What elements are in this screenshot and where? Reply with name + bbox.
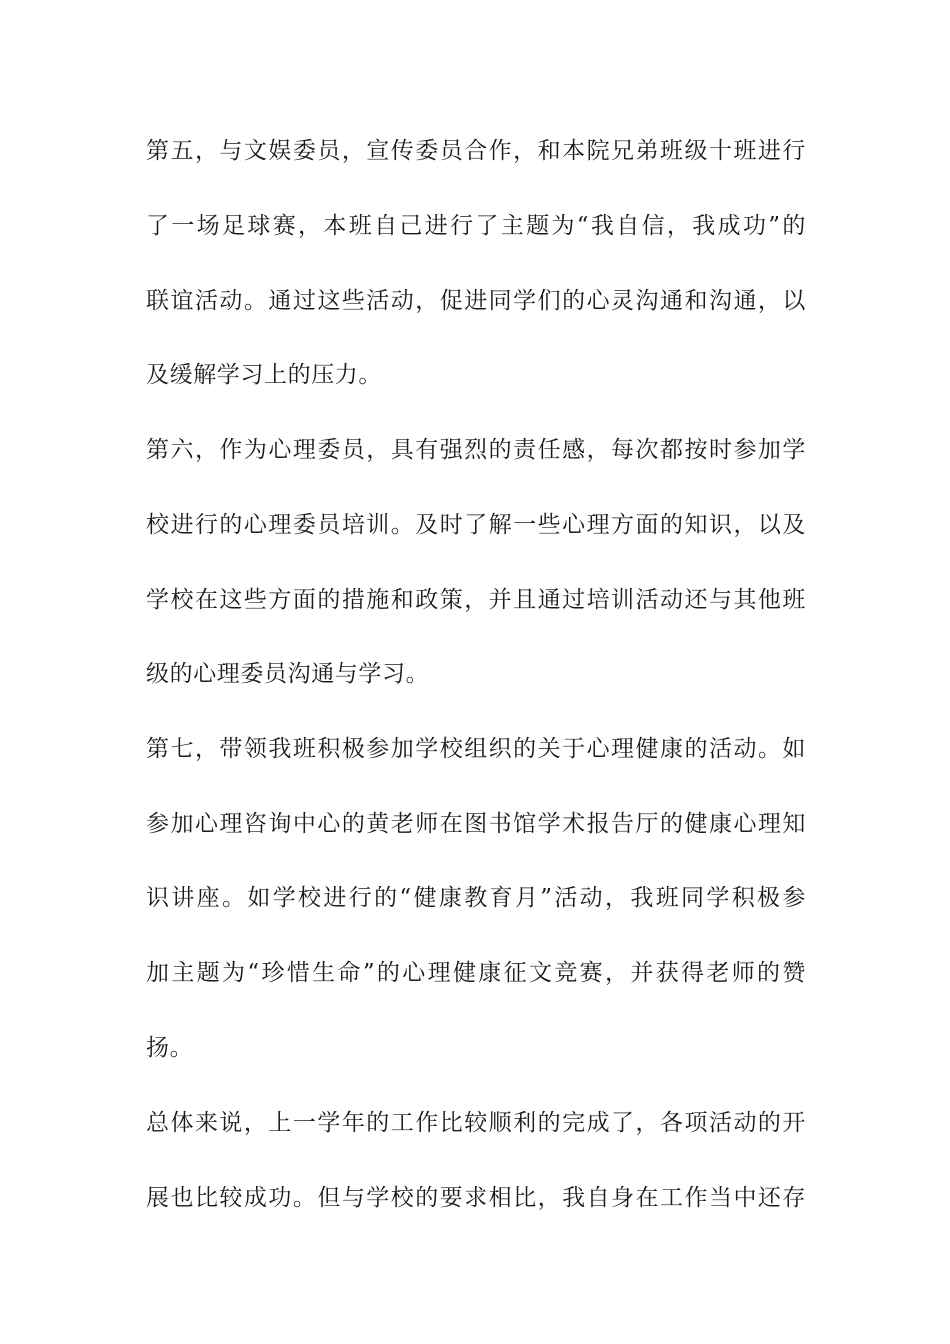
text-line: 参加心理咨询中心的黄老师在图书馆学术报告厅的健康心理知	[146, 811, 806, 837]
text-line: 第七，带领我班积极参加学校组织的关于心理健康的活动。如	[146, 736, 806, 762]
text-line: 校进行的心理委员培训。及时了解一些心理方面的知识，以及	[146, 512, 806, 538]
text-line: 总体来说，上一学年的工作比较顺利的完成了，各项活动的开	[146, 1110, 806, 1136]
text-line: 了一场足球赛，本班自己进行了主题为“我自信，我成功”的	[146, 213, 806, 239]
text-line: 识讲座。如学校进行的“健康教育月”活动，我班同学积极参	[146, 885, 806, 911]
text-line: 加主题为“珍惜生命”的心理健康征文竞赛，并获得老师的赞	[146, 960, 806, 986]
text-line: 及缓解学习上的压力。	[146, 362, 382, 388]
text-line: 第五，与文娱委员，宣传委员合作，和本院兄弟班级十班进行	[146, 138, 806, 164]
text-line: 级的心理委员沟通与学习。	[146, 661, 430, 687]
text-line: 展也比较成功。但与学校的要求相比，我自身在工作当中还存	[146, 1185, 806, 1211]
text-line: 学校在这些方面的措施和政策，并且通过培训活动还与其他班	[146, 587, 806, 613]
text-line: 扬。	[146, 1035, 194, 1061]
text-line: 联谊活动。通过这些活动，促进同学们的心灵沟通和沟通，以	[146, 288, 806, 314]
text-line: 第六，作为心理委员，具有强烈的责任感，每次都按时参加学	[146, 437, 806, 463]
